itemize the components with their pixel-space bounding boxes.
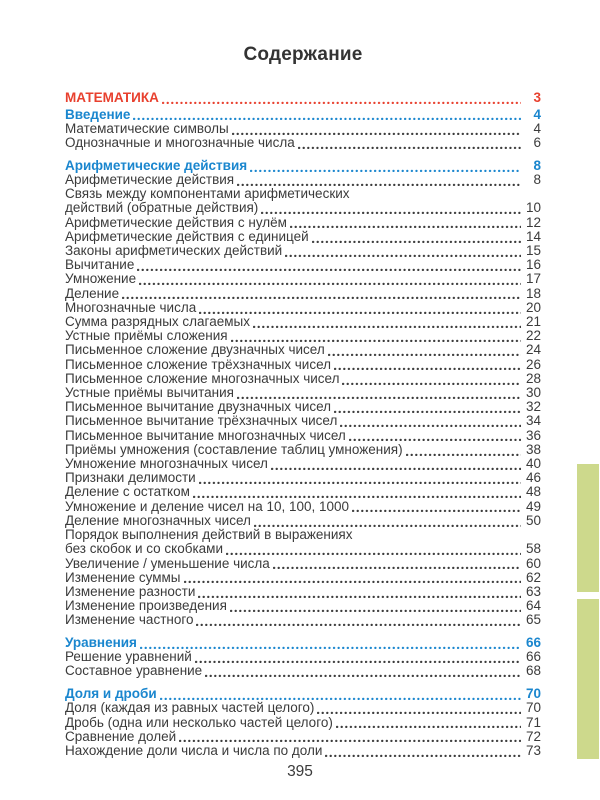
toc-page-number: 64 xyxy=(525,598,541,614)
toc-page-number: 4 xyxy=(533,120,541,136)
toc-entry xyxy=(65,599,541,613)
dot-leader xyxy=(140,645,521,649)
toc-page-number: 14 xyxy=(525,228,541,244)
toc-entry xyxy=(65,664,541,678)
toc-page-number: 50 xyxy=(525,512,541,528)
dot-leader xyxy=(317,710,521,714)
page-title: Содержание xyxy=(243,44,363,65)
toc-label: действий (обратные действия) xyxy=(65,200,259,216)
toc-page-number: 60 xyxy=(525,555,541,571)
toc-label: Изменение суммы xyxy=(65,569,181,585)
toc-label: Письменное сложение двузначных чисел xyxy=(65,342,325,358)
toc-page-number: 73 xyxy=(525,742,541,758)
toc-entry xyxy=(65,457,541,471)
toc-entry xyxy=(65,136,541,150)
toc-page-number: 10 xyxy=(525,200,541,216)
toc-entry xyxy=(65,301,541,315)
dot-leader xyxy=(336,724,521,728)
toc-entry xyxy=(65,514,541,528)
dot-leader xyxy=(298,145,521,149)
toc-page-number: 66 xyxy=(525,635,541,651)
toc-page-number: 71 xyxy=(525,714,541,730)
dot-leader xyxy=(254,523,521,527)
dot-leader xyxy=(271,466,521,470)
dot-leader xyxy=(261,210,521,214)
dot-leader xyxy=(328,352,521,356)
toc-list xyxy=(65,91,541,758)
dot-leader xyxy=(334,366,521,370)
toc-label: Однозначные и многозначные числа xyxy=(65,135,295,151)
toc-label: Доля (каждая из равных частей целого) xyxy=(65,700,315,716)
toc-label: Деление xyxy=(65,285,120,301)
toc-page-number: 16 xyxy=(525,257,541,273)
toc-label: Вычитание xyxy=(65,257,135,273)
chapter-edge-tab-upper xyxy=(577,464,599,592)
dot-leader xyxy=(137,267,521,271)
toc-page-number: 72 xyxy=(525,728,541,744)
dot-leader xyxy=(195,659,521,663)
toc-label: Признаки делимости xyxy=(65,470,196,486)
toc-label: Письменное сложение трёхзначных чисел xyxy=(65,356,332,372)
toc-entry xyxy=(65,343,541,357)
toc-entry xyxy=(65,613,541,627)
toc-page-number: 20 xyxy=(525,299,541,315)
dot-leader xyxy=(312,239,521,243)
toc-label: Доля и дроби xyxy=(65,686,157,702)
toc-page-number: 8 xyxy=(533,172,541,188)
dot-leader xyxy=(199,480,521,484)
dot-leader xyxy=(179,738,521,742)
dot-leader xyxy=(196,622,521,626)
dot-leader xyxy=(184,579,521,583)
toc-entry xyxy=(65,216,541,230)
toc-page-number: 26 xyxy=(525,356,541,372)
dot-leader xyxy=(133,116,521,120)
dot-leader xyxy=(285,253,521,257)
dot-leader xyxy=(325,753,521,757)
toc-page-number: 17 xyxy=(525,271,541,287)
toc-page-number: 12 xyxy=(525,214,541,230)
toc-label: Письменное вычитание двузначных чисел xyxy=(65,399,332,415)
dot-leader xyxy=(406,452,521,456)
toc-page-number: 62 xyxy=(525,569,541,585)
toc-label: Письменное вычитание трёхзначных чисел xyxy=(65,413,338,429)
toc-entry xyxy=(65,585,541,599)
dot-leader xyxy=(237,395,521,399)
dot-leader xyxy=(237,182,521,186)
toc-label: Изменение разности xyxy=(65,583,196,599)
toc-entry xyxy=(65,258,541,272)
toc-main-heading xyxy=(65,91,541,105)
dot-leader xyxy=(232,131,521,135)
toc-page-number: 6 xyxy=(533,135,541,151)
toc-label: Нахождение доли числа и числа по доли xyxy=(65,742,323,758)
toc-label: Решение уравнений xyxy=(65,649,192,665)
toc-label: Составное уравнение xyxy=(65,663,203,679)
toc-page-number: 65 xyxy=(525,612,541,628)
toc-label: Изменение произведения xyxy=(65,598,227,614)
toc-entry xyxy=(65,414,541,428)
dot-leader xyxy=(290,224,521,228)
toc-page-number: 70 xyxy=(525,686,541,702)
toc-page-number: 40 xyxy=(525,456,541,472)
toc-page-number: 32 xyxy=(525,399,541,415)
toc-label: Порядок выполнения действий в выражениях xyxy=(65,527,353,543)
toc-entry xyxy=(65,471,541,485)
toc-label: Арифметические действия xyxy=(65,157,248,173)
toc-entry xyxy=(65,744,541,758)
toc-entry xyxy=(65,716,541,730)
toc-page-number: 68 xyxy=(525,663,541,679)
toc-entry xyxy=(65,287,541,301)
toc-entry xyxy=(65,571,541,585)
dot-leader xyxy=(273,565,521,569)
dot-leader xyxy=(205,673,521,677)
toc-page-number: 66 xyxy=(525,649,541,665)
toc-entry xyxy=(65,386,541,400)
dot-leader xyxy=(139,281,521,285)
toc-page-number: 36 xyxy=(525,427,541,443)
toc-entry xyxy=(65,122,541,136)
toc-entry xyxy=(65,201,541,215)
toc-label: Письменное вычитание многозначных чисел xyxy=(65,427,346,443)
dot-leader xyxy=(250,168,521,172)
toc-label: Связь между компонентами арифметических xyxy=(65,186,350,202)
toc-entry xyxy=(65,500,541,514)
toc-entry xyxy=(65,272,541,286)
toc-section-heading xyxy=(65,687,541,701)
toc-label: Умножение и деление чисел на 10, 100, 1000 xyxy=(65,498,350,514)
dot-leader xyxy=(122,295,521,299)
toc-page-number: 38 xyxy=(525,441,541,457)
dot-leader xyxy=(193,494,521,498)
toc-entry xyxy=(65,701,541,715)
toc-page-number: 15 xyxy=(525,243,541,259)
toc-page-number: 3 xyxy=(533,90,541,105)
toc-label: Многозначные числа xyxy=(65,299,197,315)
toc-section-heading xyxy=(65,159,541,173)
toc-entry xyxy=(65,173,541,187)
toc-label: Сумма разрядных слагаемых xyxy=(65,314,250,330)
toc-label: Умножение многозначных чисел xyxy=(65,456,268,472)
toc-section-heading xyxy=(65,108,541,122)
toc-entry xyxy=(65,542,541,556)
dot-leader xyxy=(226,551,521,555)
toc-label: МАТЕМАТИКА xyxy=(65,90,159,105)
folio-page-number: 395 xyxy=(287,763,313,780)
toc-page-number: 48 xyxy=(525,484,541,500)
toc-entry xyxy=(65,230,541,244)
toc-section-heading xyxy=(65,636,541,650)
toc-entry xyxy=(65,372,541,386)
toc-page-number: 34 xyxy=(525,413,541,429)
toc-page-number: 63 xyxy=(525,583,541,599)
dot-leader xyxy=(231,338,521,342)
toc-entry-wrap-line xyxy=(65,528,541,542)
dot-leader xyxy=(162,100,521,104)
toc-label: Умножение xyxy=(65,271,137,287)
toc-entry xyxy=(65,443,541,457)
dot-leader xyxy=(230,608,521,612)
toc-label: Арифметические действия xyxy=(65,172,235,188)
toc-label: Изменение частного xyxy=(65,612,194,628)
toc-label: Приёмы умножения (составление таблиц умножения) xyxy=(65,441,403,457)
toc-page-number: 30 xyxy=(525,385,541,401)
toc-label: Сравнение долей xyxy=(65,728,177,744)
toc-entry xyxy=(65,329,541,343)
toc-label: Арифметические действия с единицей xyxy=(65,228,309,244)
dot-leader xyxy=(340,423,521,427)
toc-page-number: 24 xyxy=(525,342,541,358)
dot-leader xyxy=(352,508,521,512)
dot-leader xyxy=(198,594,521,598)
toc-page-number: 21 xyxy=(525,314,541,330)
toc-label: Устные приёмы сложения xyxy=(65,328,228,344)
toc-page-number: 22 xyxy=(525,328,541,344)
toc-label: Законы арифметических действий xyxy=(65,243,283,259)
toc-page-number: 49 xyxy=(525,498,541,514)
toc-entry xyxy=(65,244,541,258)
toc-entry-wrap-line xyxy=(65,187,541,201)
toc-page-number: 4 xyxy=(533,106,541,122)
dot-leader xyxy=(160,696,521,700)
toc-label: Арифметические действия с нулём xyxy=(65,214,287,230)
toc-entry xyxy=(65,315,541,329)
toc-entry xyxy=(65,557,541,571)
toc-page-number: 8 xyxy=(533,157,541,173)
toc-entry xyxy=(65,429,541,443)
toc-label: Устные приёмы вычитания xyxy=(65,385,234,401)
dot-leader xyxy=(342,381,521,385)
dot-leader xyxy=(253,324,521,328)
dot-leader xyxy=(334,409,521,413)
toc-page-number: 70 xyxy=(525,700,541,716)
toc-entry xyxy=(65,400,541,414)
toc-label: Математические символы xyxy=(65,120,229,136)
toc-entry xyxy=(65,650,541,664)
toc-label: Деление с остатком xyxy=(65,484,190,500)
toc-label: без скобок и со скобками xyxy=(65,541,223,557)
dot-leader xyxy=(349,437,521,441)
toc-entry xyxy=(65,485,541,499)
chapter-edge-tab-lower xyxy=(577,599,599,759)
toc-label: Деление многозначных чисел xyxy=(65,512,251,528)
toc-page-number: 28 xyxy=(525,370,541,386)
dot-leader xyxy=(199,310,521,314)
toc-entry xyxy=(65,730,541,744)
toc-page-number: 18 xyxy=(525,285,541,301)
toc-page-number: 46 xyxy=(525,470,541,486)
toc-entry xyxy=(65,358,541,372)
toc-page-number: 58 xyxy=(525,541,541,557)
toc-label: Увеличение / уменьшение числа xyxy=(65,555,270,571)
toc-label: Уравнения xyxy=(65,635,137,651)
toc-label: Письменное сложение многозначных чисел xyxy=(65,370,340,386)
toc-label: Введение xyxy=(65,106,131,122)
toc-label: Дробь (одна или несколько частей целого) xyxy=(65,714,333,730)
toc-content xyxy=(65,0,541,758)
